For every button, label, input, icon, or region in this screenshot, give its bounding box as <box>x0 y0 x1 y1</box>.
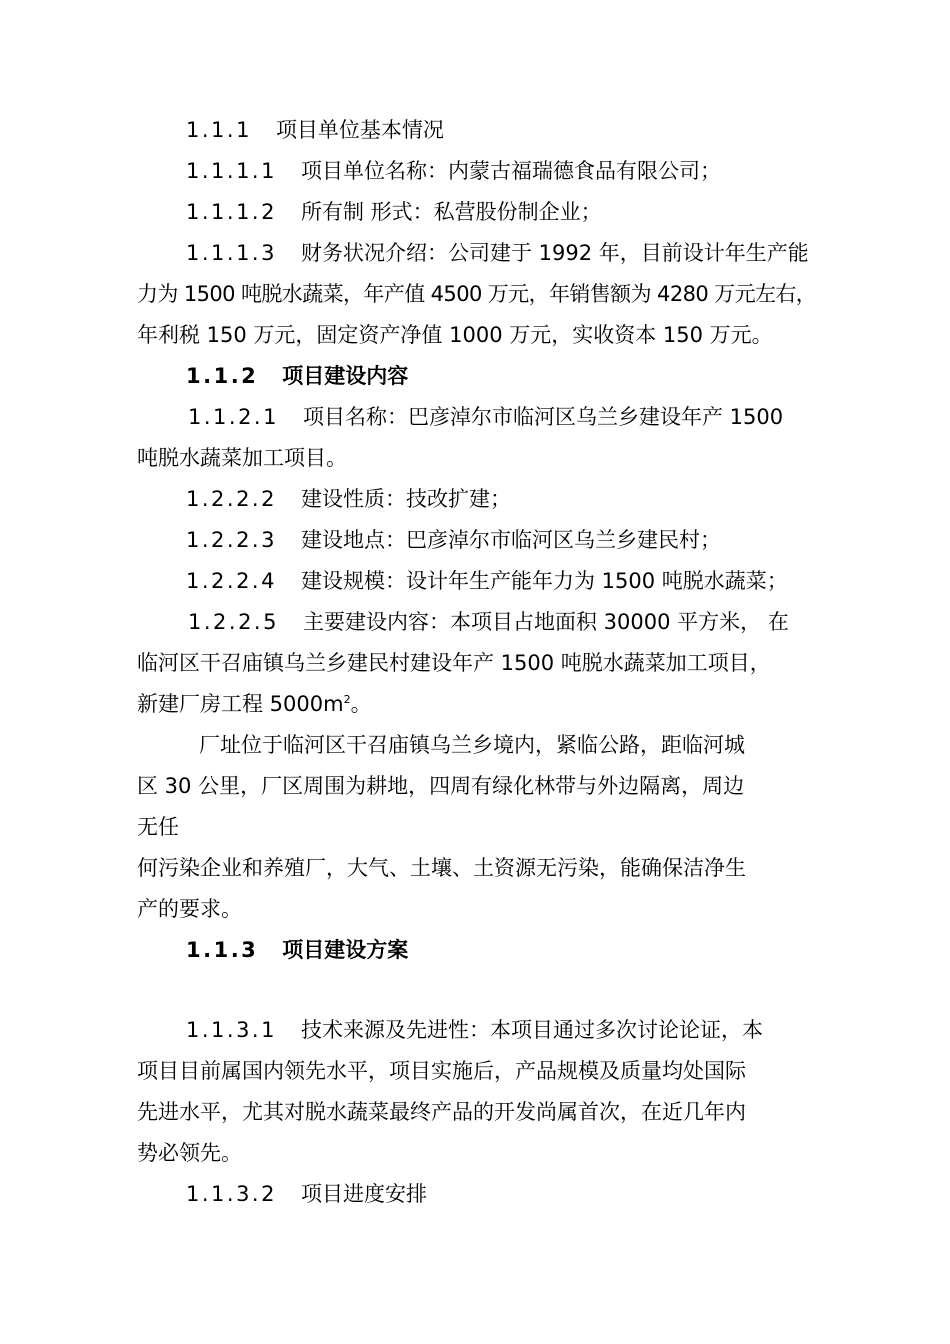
heading-text: 项目建设内容 <box>282 364 409 388</box>
paragraph-line <box>0 854 950 882</box>
superscript: 2 <box>343 693 351 706</box>
item-1-1-1-2 <box>0 198 950 226</box>
section-number: 1.2.2.2 <box>186 487 277 511</box>
line-text: 厂址位于临河区干召庙镇乌兰乡境内，紧临公路，距临河城 <box>199 733 745 757</box>
item-text: 所有制 形式：私营股份制企业； <box>300 200 602 224</box>
heading-text: 项目建设方案 <box>282 938 409 962</box>
item-1-1-2-1 <box>0 403 950 431</box>
item-text: 建设性质：技改扩建； <box>300 487 511 511</box>
item-1-1-3-2 <box>0 1180 950 1208</box>
section-number: 1.1.1.1 <box>186 159 277 183</box>
line-text-tail: 。 <box>350 692 372 716</box>
paragraph-line <box>0 1057 950 1085</box>
item-text: 技术来源及先进性：本项目通过多次讨论论证，本 <box>300 1018 763 1042</box>
line-text: 势必领先。 <box>137 1141 242 1165</box>
item-1-2-2-4 <box>0 567 950 595</box>
item-text: 财务状况介绍：公司建于 1992 年，目前设计年生产能 <box>300 241 809 265</box>
item-1-1-1-1 <box>0 157 950 185</box>
section-number: 1.1.1 <box>186 118 252 142</box>
paragraph-line <box>0 690 950 718</box>
paragraph-line <box>0 1098 950 1126</box>
heading-text: 项目单位基本情况 <box>275 118 444 142</box>
section-number: 1.1.3.1 <box>186 1018 277 1042</box>
section-number: 1.1.1.3 <box>186 241 277 265</box>
heading-1-1-1 <box>0 116 950 144</box>
section-number: 1.1.1.2 <box>186 200 277 224</box>
paragraph-line <box>0 649 950 677</box>
paragraph-line <box>0 444 950 472</box>
line-text: 产的要求。 <box>137 897 242 921</box>
line-text: 何污染企业和养殖厂，大气、土壤、土资源无污染，能确保洁净生 <box>137 856 746 880</box>
line-text: 新建厂房工程 5000m <box>137 692 344 716</box>
section-number: 1.2.2.4 <box>186 569 277 593</box>
section-number: 1.1.2.1 <box>188 405 279 429</box>
heading-1-1-2 <box>0 362 950 390</box>
item-1-2-2-5 <box>0 608 950 636</box>
line-text: 项目目前属国内领先水平，项目实施后，产品规模及质量均处国际 <box>137 1059 746 1083</box>
line-text: 先进水平，尤其对脱水蔬菜最终产品的开发尚属首次，在近几年内 <box>137 1100 746 1124</box>
item-text: 建设规模：设计年生产能年力为 1500 吨脱水蔬菜； <box>300 569 788 593</box>
paragraph-line <box>0 772 950 800</box>
line-text: 区 30 公里，厂区周围为耕地，四周有绿化林带与外边隔离，周边 <box>137 774 745 798</box>
item-1-2-2-2 <box>0 485 950 513</box>
item-text: 项目名称：巴彦淖尔市临河区乌兰乡建设年产 1500 <box>302 405 784 429</box>
paragraph-line <box>0 280 950 308</box>
section-number: 1.2.2.3 <box>186 528 277 552</box>
line-text: 力为 1500 吨脱水蔬菜，年产值 4500 万元，年销售额为 4280 万元左右， <box>137 282 817 306</box>
item-1-1-3-1 <box>0 1016 950 1044</box>
section-number: 1.1.2 <box>186 364 259 388</box>
paragraph-line <box>0 1139 950 1167</box>
paragraph-line <box>0 731 950 759</box>
paragraph-line <box>0 895 950 923</box>
item-text: 主要建设内容：本项目占地面积 30000 平方米， 在 <box>302 610 789 634</box>
item-text: 建设地点：巴彦淖尔市临河区乌兰乡建民村； <box>300 528 721 552</box>
line-text: 临河区干召庙镇乌兰乡建民村建设年产 1500 吨脱水蔬菜加工项目， <box>137 651 771 675</box>
heading-1-1-3 <box>0 936 950 964</box>
line-text: 无任 <box>137 815 179 839</box>
item-1-2-2-3 <box>0 526 950 554</box>
paragraph-line <box>0 321 950 349</box>
item-text: 项目进度安排 <box>300 1182 427 1206</box>
section-number: 1.1.3.2 <box>186 1182 277 1206</box>
paragraph-line <box>0 813 950 841</box>
item-text: 项目单位名称：内蒙古福瑞德食品有限公司； <box>300 159 721 183</box>
section-number: 1.1.3 <box>186 938 259 962</box>
line-text: 年利税 150 万元，固定资产净值 1000 万元，实收资本 150 万元。 <box>137 323 773 347</box>
line-text: 吨脱水蔬菜加工项目。 <box>137 446 347 470</box>
section-number: 1.2.2.5 <box>188 610 279 634</box>
item-1-1-1-3 <box>0 239 950 267</box>
